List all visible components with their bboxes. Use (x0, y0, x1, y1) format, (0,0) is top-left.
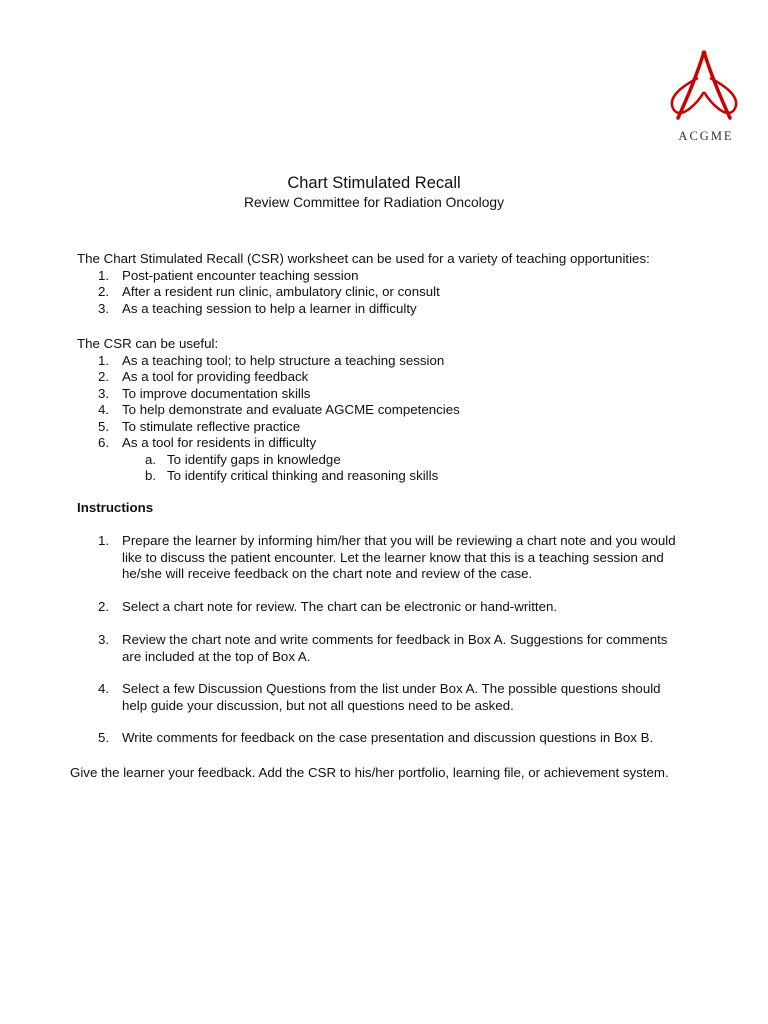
instructions-heading: Instructions (77, 500, 154, 515)
acgme-logo (664, 48, 744, 148)
sub-list-item: b. To identify critical thinking and reasoning skills (145, 468, 439, 483)
page-subtitle: Review Committee for Radiation Oncology (244, 195, 504, 210)
instruction-item: 2. Select a chart note for review. The chart can be electronic or hand-written. (98, 599, 558, 614)
list-item: 1. As a teaching tool; to help structure a teaching session (98, 352, 445, 368)
instruction-item: 4. Select a few Discussion Questions from the list under Box A. The possible questions should help guide your discussion, but not all questions need to be asked. (98, 681, 661, 713)
instruction-item: 1. Prepare the learner by informing him/her that you will be reviewing a chart note and you would like to discuss the patient encounter. Let the learner know that this is a teaching session and he/she will receive feedback on the chart note and review of the case. (98, 533, 676, 581)
useful-list (77, 353, 697, 485)
intro-paragraph: The Chart Stimulated Recall (CSR) worksheet can be used for a variety of teaching opportunities: (77, 251, 650, 266)
sub-list-item: a. To identify gaps in knowledge (145, 451, 341, 467)
closing-paragraph: Give the learner your feedback. Add the CSR to his/her portfolio, learning file, or achievement system. (70, 765, 669, 780)
list-item: 5. To stimulate reflective practice (98, 418, 301, 434)
acgme-ribbon-icon (664, 48, 744, 128)
page-title: Chart Stimulated Recall (287, 174, 461, 192)
list-item: 4. To help demonstrate and evaluate AGCME competencies (98, 402, 460, 417)
list-item: 2. After a resident run clinic, ambulatory clinic, or consult (98, 284, 440, 299)
intro-section (77, 251, 697, 317)
useful-section (77, 336, 697, 485)
instruction-item: 3. Review the chart note and write comments for feedback in Box A. Suggestions for comments are included at the top of Box A. (98, 632, 668, 664)
acgme-logo-text: ACGME (678, 129, 734, 143)
useful-paragraph: The CSR can be useful: (77, 336, 219, 351)
list-item: 2. As a tool for providing feedback (98, 369, 309, 384)
list-item: 1. Post-patient encounter teaching session (98, 267, 359, 283)
list-item: 6. As a tool for residents in difficulty (98, 435, 317, 450)
list-item: 3. To improve documentation skills (98, 385, 311, 401)
instruction-item: 5. Write comments for feedback on the case presentation and discussion questions in Box B. (98, 730, 654, 745)
intro-list (77, 268, 697, 318)
list-item: 3. As a teaching session to help a learner in difficulty (98, 300, 417, 316)
